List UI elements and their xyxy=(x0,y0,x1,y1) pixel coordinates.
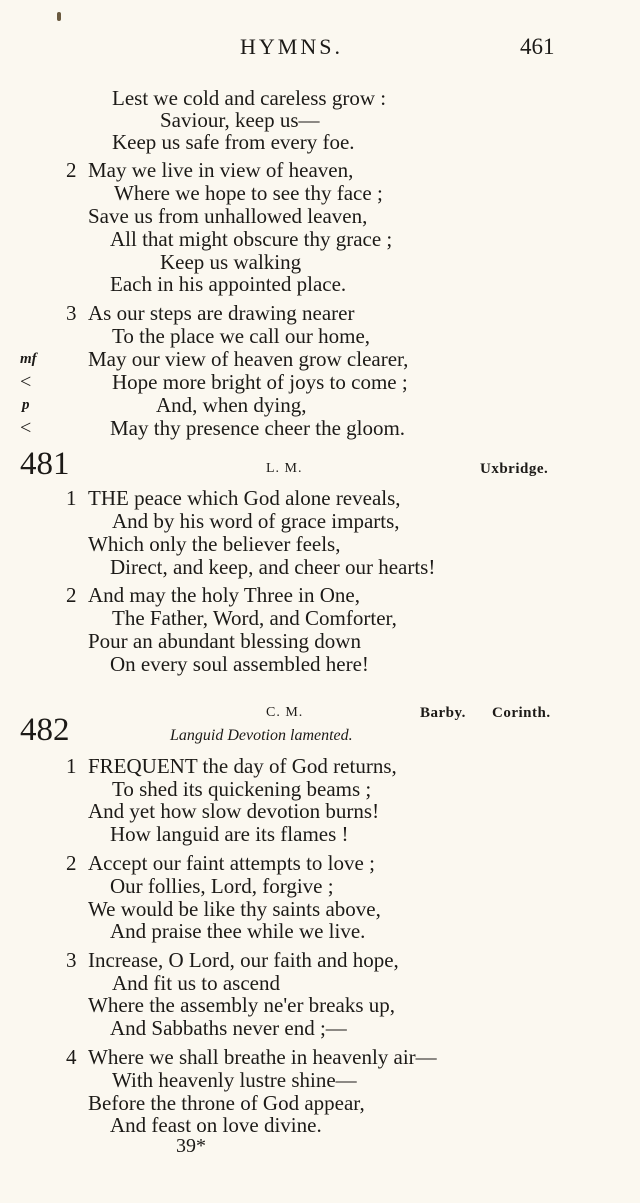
verse-line: How languid are its flames ! xyxy=(110,822,349,846)
verse-line: And, when dying, xyxy=(156,393,307,417)
verse-line: And Sabbaths never end ;— xyxy=(110,1016,347,1040)
running-head xyxy=(0,34,640,64)
verse-number: 3 xyxy=(66,301,77,325)
verse-number: 2 xyxy=(66,158,77,182)
verse-line: Where we shall breathe in heavenly air— xyxy=(88,1045,437,1069)
verse-line: To the place we call our home, xyxy=(112,324,371,348)
verse-line: And feast on love divine. xyxy=(110,1113,322,1137)
verse-line: Increase, O Lord, our faith and hope, xyxy=(88,948,399,972)
tune-name: Uxbridge. xyxy=(480,461,549,477)
meter: C. M. xyxy=(266,705,304,720)
verse-line: THE peace which God alone reveals, xyxy=(88,486,401,510)
verse-line: And fit us to ascend xyxy=(112,971,280,995)
verse-line: Where we hope to see thy face ; xyxy=(114,181,383,205)
verse-line: To shed its quickening beams ; xyxy=(112,777,372,801)
ink-blot xyxy=(57,12,61,21)
verse-number: 1 xyxy=(66,754,77,778)
dynamic-mark: p xyxy=(22,397,30,413)
verse-line: Before the throne of God appear, xyxy=(88,1091,365,1115)
hymn-subtitle: Languid Devotion lamented. xyxy=(170,727,353,744)
verse-line: Which only the believer feels, xyxy=(88,532,341,556)
verse-line: On every soul assembled here! xyxy=(110,652,369,676)
verse-line: May our view of heaven grow clearer, xyxy=(88,347,409,371)
verse-line: Our follies, Lord, forgive ; xyxy=(110,874,334,898)
verse-line: Hope more bright of joys to come ; xyxy=(112,370,408,394)
verse-line: Where the assembly ne'er breaks up, xyxy=(88,993,395,1017)
verse-line: May we live in view of heaven, xyxy=(88,158,354,182)
verse-number: 3 xyxy=(66,948,77,972)
crescendo-mark: < xyxy=(20,371,32,393)
verse-line: Keep us safe from every foe. xyxy=(112,130,355,154)
verse-line: We would be like thy saints above, xyxy=(88,897,381,921)
hymn-number: 481 xyxy=(20,446,70,482)
verse-line: May thy presence cheer the gloom. xyxy=(110,416,406,440)
hymn-number: 482 xyxy=(20,712,70,748)
verse-line: Save us from unhallowed leaven, xyxy=(88,204,368,228)
tune-name: Corinth. xyxy=(492,705,551,721)
verse-line: Each in his appointed place. xyxy=(110,272,347,296)
verse-line: Lest we cold and careless grow : xyxy=(112,86,387,110)
verse-number: 4 xyxy=(66,1045,77,1069)
verse-line: Keep us walking xyxy=(160,250,302,274)
verse-number: 1 xyxy=(66,486,77,510)
verse-line: FREQUENT the day of God returns, xyxy=(88,754,397,778)
verse-line: Direct, and keep, and cheer our hearts! xyxy=(110,555,436,579)
verse-line: And by his word of grace imparts, xyxy=(112,509,400,533)
verse-number: 2 xyxy=(66,851,77,875)
verse-line: And yet how slow devotion burns! xyxy=(88,799,380,823)
dynamic-mark: mf xyxy=(20,351,37,367)
verse-line: With heavenly lustre shine— xyxy=(112,1068,357,1092)
tune-name: Barby. xyxy=(420,705,466,721)
meter: L. M. xyxy=(266,461,303,476)
verse-line: As our steps are drawing nearer xyxy=(88,301,355,325)
signature-mark: 39* xyxy=(176,1135,206,1157)
page-number: 461 xyxy=(520,34,555,59)
verse-line: All that might obscure thy grace ; xyxy=(110,227,393,251)
verse-line: And praise thee while we live. xyxy=(110,919,366,943)
verse-line: Pour an abundant blessing down xyxy=(88,629,361,653)
verse-line: The Father, Word, and Comforter, xyxy=(112,606,397,630)
verse-number: 2 xyxy=(66,583,77,607)
verse-line: And may the holy Three in One, xyxy=(88,583,360,607)
running-title: HYMNS. xyxy=(240,34,343,59)
crescendo-mark: < xyxy=(20,417,32,439)
verse-line: Accept our faint attempts to love ; xyxy=(88,851,375,875)
verse-line: Saviour, keep us— xyxy=(160,108,320,132)
